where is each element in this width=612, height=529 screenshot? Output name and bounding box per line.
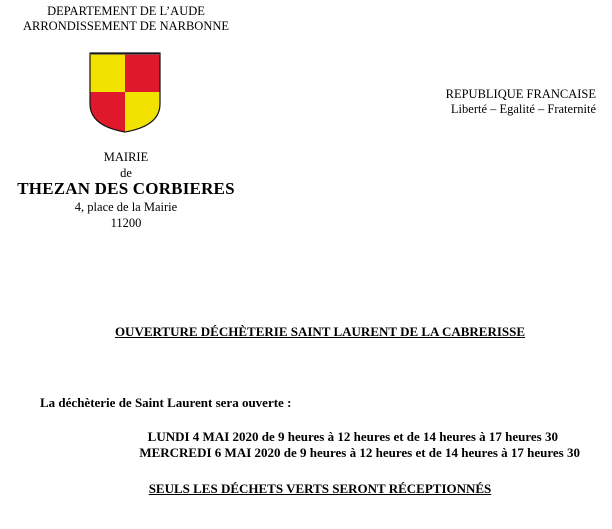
republic-heading: REPUBLIQUE FRANCAISE [445,87,596,101]
notice-intro: La déchèterie de Saint Laurent sera ouverte : [40,395,292,410]
republic-motto: Liberté – Egalité – Fraternité [450,102,596,116]
coat-of-arms-icon [88,52,162,134]
mairie-de: de [120,166,132,180]
mairie-label: MAIRIE [103,150,149,164]
department-name: DEPARTEMENT DE L’AUDE [47,4,205,18]
green-waste-restriction: SEULS LES DÉCHETS VERTS SERONT RÉCEPTIONNÉS [148,481,492,496]
arrondissement-name: ARRONDISSEMENT DE NARBONNE [22,19,230,33]
commune-name: THEZAN DES CORBIERES [17,179,235,198]
mairie-postcode: 11200 [110,216,142,230]
schedule-wednesday: MERCREDI 6 MAI 2020 de 9 heures à 12 heures et de 14 heures à 17 heures 30 [139,445,580,460]
schedule-monday: LUNDI 4 MAI 2020 de 9 heures à 12 heures et de 14 heures à 17 heures 30 [147,429,558,444]
mairie-address: 4, place de la Mairie [74,200,178,214]
notice-title: OUVERTURE DÉCHÈTERIE SAINT LAURENT DE LA CABRERISSE [114,324,526,339]
